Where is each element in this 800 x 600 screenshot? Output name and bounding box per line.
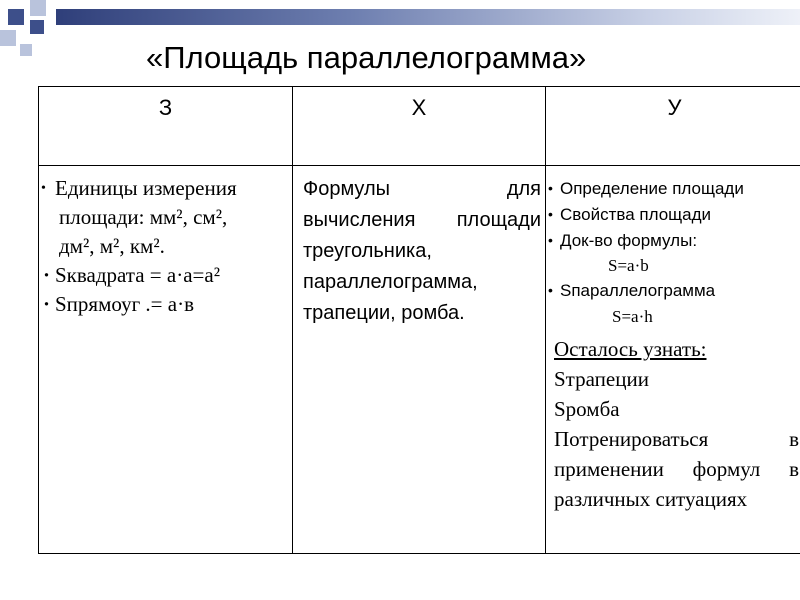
list-item: • Sпараллелограмма	[546, 278, 799, 304]
header-learned: У	[546, 87, 800, 166]
cell-know	[39, 166, 293, 554]
list-item: · Sквадрата = а·а=а²	[41, 261, 292, 290]
table-header-row	[39, 87, 800, 166]
decor-square	[20, 44, 32, 56]
cell-learned	[546, 166, 800, 554]
header-know: З	[39, 87, 293, 166]
decor-square	[0, 30, 16, 46]
formula: S=a·b	[608, 256, 649, 275]
remaining-heading: Осталось узнать:	[554, 337, 707, 361]
remaining-item: Sромба	[554, 397, 620, 421]
decor-top-bar	[56, 9, 800, 25]
page-title-text: «Площадь параллелограмма»	[146, 40, 587, 75]
list-item: • Свойства площади	[546, 202, 799, 228]
decor-square	[30, 20, 44, 34]
list-item-continuation: дм², м², км².	[59, 234, 165, 258]
cell-want	[293, 166, 546, 554]
list-item: • Единицы измерения	[41, 174, 292, 203]
decor-square	[30, 0, 46, 16]
decor-square	[8, 9, 24, 25]
formula: S=a·h	[612, 307, 653, 326]
remaining-item: Sтрапеции	[554, 367, 649, 391]
list-item-continuation: площади: мм², см²,	[59, 205, 228, 229]
list-item: · Sпрямоуг .= а·в	[41, 290, 292, 319]
remaining-item: Потренироваться в применении формул в различных ситуациях	[554, 427, 799, 511]
want-text: Формулы для вычисления площади треугольника, параллелограмма, трапеции, ромба.	[303, 178, 541, 324]
table-row	[39, 166, 800, 554]
list-item: • Определение площади	[546, 176, 799, 202]
kwl-table	[38, 86, 800, 554]
list-item: • Док-во формулы:	[546, 228, 799, 254]
header-want: Х	[293, 87, 546, 166]
